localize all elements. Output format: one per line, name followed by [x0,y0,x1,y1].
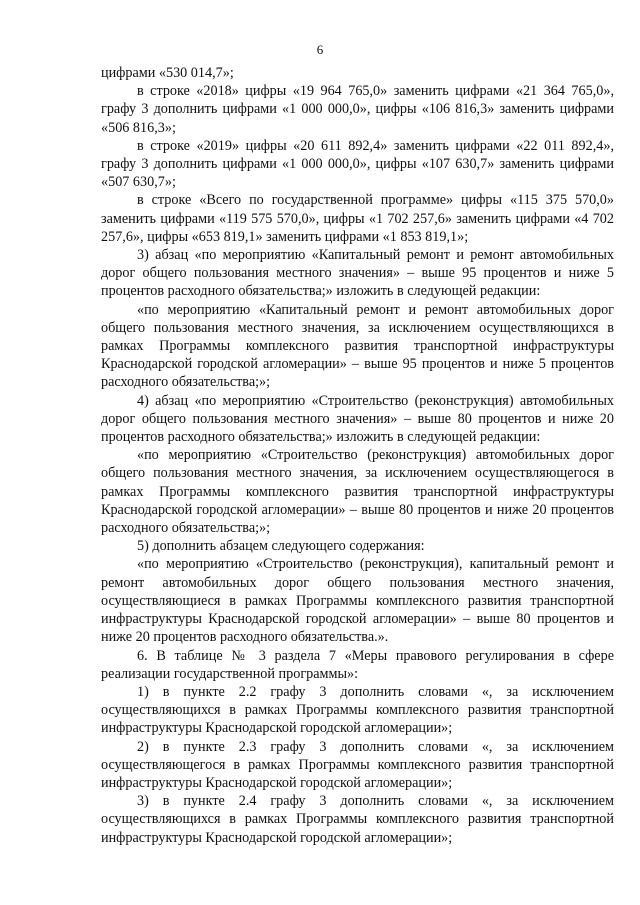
paragraph: «по мероприятию «Капитальный ремонт и ремонт автомобильных дорог общего пользования местного значения, за исключением осуществляющихся в рамках Программы комплексного развития транспортной инфраструктуры Краснодарской городской агломерации» – выше 95 процентов и ниже 5 процентов расходного обязательства;»; [101,301,614,391]
document-body [101,64,614,847]
paragraph: 3) в пункте 2.4 графу 3 дополнить словами «, за исключением осуществляющихся в рамках Программы комплексного развития транспортной инфраструктуры Краснодарской городской агломерации»; [101,793,614,846]
paragraph: цифрами «530 014,7»; [101,65,234,81]
paragraph: 1) в пункте 2.2 графу 3 дополнить словами «, за исключением осуществляющихся в рамках Программы комплексного развития транспортной инфраструктуры Краснодарской городской агломерации»; [101,683,614,737]
paragraph: «по мероприятию «Строительство (реконструкция) автомобильных дорог общего пользования местного значения, за исключением осуществляющегося в рамках Программы комплексного развития транспортной инфраструктуры Краснодарской городской агломерации» – выше 80 процентов и ниже 20 процентов расходного обязательства;»; [101,447,614,537]
paragraph: 6. В таблице № 3 раздела 7 «Меры правового регулирования в сфере реализации государственной программы»: [101,647,614,682]
paragraph: 5) дополнить абзацем следующего содержания: [137,538,425,555]
paragraph: 2) в пункте 2.3 графу 3 дополнить словами «, за исключением осуществляющегося в рамках Программы комплексного развития транспортной инфраструктуры Краснодарской городской агломерации»; [101,738,614,791]
paragraph: в строке «Всего по государственной программе» цифры «115 375 570,0» заменить цифрами «119 575 570,0», цифры «1 702 257,6» заменить цифрами «4 702 257,6», цифры «653 819,1» заменить цифрами «1 853 819,1»; [101,192,614,245]
paragraph: 3) абзац «по мероприятию «Капитальный ремонт и ремонт автомобильных дорог общего пользования местного значения» – выше 95 процентов и ниже 5 процентов расходного обязательства;» изложить в следующей редакции: [101,247,614,300]
paragraph: в строке «2019» цифры «20 611 892,4» заменить цифрами «22 011 892,4», графу 3 дополнить цифрами «1 000 000,0», цифры «107 630,7» заменить цифрами «507 630,7»; [101,137,614,191]
paragraph: в строке «2018» цифры «19 964 765,0» заменить цифрами «21 364 765,0», графу 3 дополнить цифрами «1 000 000,0», цифры «106 816,3» заменить цифрами «506 816,3»; [101,83,614,136]
page-number: 6 [316,42,324,57]
paragraph: 4) абзац «по мероприятию «Строительство (реконструкция) автомобильных дорог общего пользования местного значения» – выше 80 процентов и ниже 20 процентов расходного обязательства;» изложить в следующей редакции: [101,392,614,446]
paragraph: «по мероприятию «Строительство (реконструкция), капитальный ремонт и ремонт автомобильных дорог общего пользования местного значения, осуществляющиеся в рамках Программы комплексного развития транспортной инфраструктуры Краснодарской городской агломерации» – выше 80 процентов и ниже 20 процентов расходного обязательства.». [101,556,614,646]
